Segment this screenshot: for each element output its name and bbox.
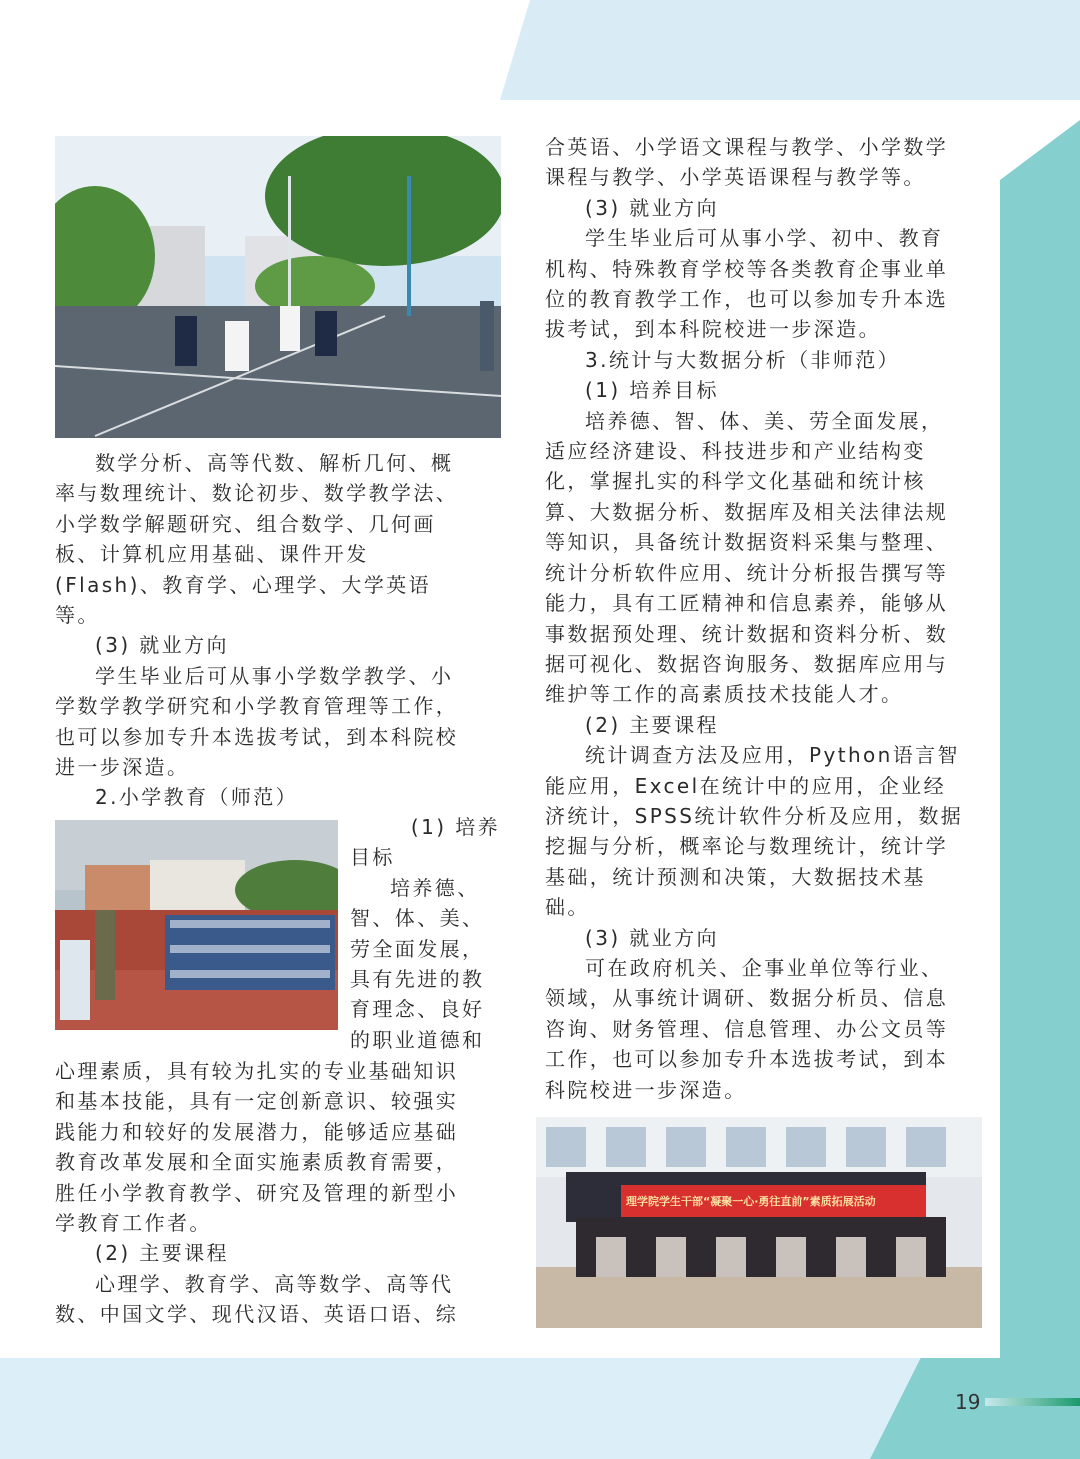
after-wrap-line: 胜任小学教育教学、研究及管理的新型小 xyxy=(55,1180,459,1205)
left-column xyxy=(55,440,500,813)
page-number: 19 xyxy=(955,1390,981,1414)
right-course-line: 础。 xyxy=(545,895,590,920)
after-wrap-line: 践能力和较好的发展潜力，能够适应基础 xyxy=(55,1119,459,1144)
wrap-line: 培养德、 xyxy=(390,875,480,900)
wrap-line: 劳全面发展， xyxy=(350,936,485,961)
right-course-line: 挖掘与分析，概率论与数理统计，统计学 xyxy=(545,834,949,859)
right-course-cont-line: 合英语、小学语文课程与教学、小学数学 xyxy=(545,135,949,159)
right-employ-line: 位的教育教学工作，也可以参加专升本选 xyxy=(545,287,949,312)
goal-heading: (1) 培养 xyxy=(410,815,500,839)
wrap-line: 的职业道德和 xyxy=(350,1027,485,1052)
after-wrap-line: 和基本技能，具有一定创新意识、较强实 xyxy=(55,1089,459,1114)
right-column xyxy=(545,132,977,1105)
left-employ-heading: (3) 就业方向 xyxy=(95,633,229,658)
right-goal-heading: (1) 培养目标 xyxy=(585,378,719,403)
after-wrap-line: 教育改革发展和全面实施素质教育需要， xyxy=(55,1150,459,1175)
left-course-line: 数、中国文学、现代汉语、英语口语、综 xyxy=(55,1302,459,1327)
right-course-line: 能应用，Excel在统计中的应用，企业经 xyxy=(545,773,946,798)
right-employ2-line: 领域，从事统计调研、数据分析员、信息 xyxy=(545,986,949,1011)
left-employ-line: 学生毕业后可从事小学数学教学、小 xyxy=(95,663,454,688)
wrap-line: 目标 xyxy=(350,845,395,870)
left-column-lower xyxy=(55,1056,500,1330)
right-goal-line: 等知识，具备统计数据资料采集与整理、 xyxy=(545,530,949,555)
right-goal-line: 事数据预处理、统计数据和资料分析、数 xyxy=(545,621,949,646)
right-course-line: 济统计，SPSS统计软件分析及应用，数据 xyxy=(545,803,964,828)
left-para1-line: (Flash)、教育学、心理学、大学英语 xyxy=(55,572,432,597)
left-course-line: 心理学、教育学、高等数学、高等代 xyxy=(95,1271,454,1296)
right-course-cont-line: 课程与教学、小学英语课程与教学等。 xyxy=(545,165,926,190)
right-goal-line: 算、大数据分析、数据库及相关法律法规 xyxy=(545,499,949,524)
right-employ2-line: 工作，也可以参加专升本选拔考试，到本 xyxy=(545,1047,949,1072)
left-employ-line: 学数学教学研究和小学教育管理等工作， xyxy=(55,694,459,719)
basketball-photo xyxy=(55,136,501,438)
right-employ2-line: 咨询、财务管理、信息管理、办公文员等 xyxy=(545,1016,949,1041)
after-wrap-line: 学教育工作者。 xyxy=(55,1211,212,1236)
left-employ-line: 进一步深造。 xyxy=(55,755,190,780)
right-employ-heading: (3) 就业方向 xyxy=(585,195,719,220)
right-goal-line: 适应经济建设、科技进步和产业结构变 xyxy=(545,439,926,464)
right-goal-line: 统计分析软件应用、统计分析报告撰写等 xyxy=(545,560,949,585)
after-wrap-line: 心理素质，具有较为扎实的专业基础知识 xyxy=(55,1059,459,1083)
right-goal-line: 能力，具有工匠精神和信息素养，能够从 xyxy=(545,591,949,616)
activity-banner-text: 理学院学生干部“凝聚一心·勇往直前”素质拓展活动 xyxy=(626,1195,876,1208)
right-course-line: 基础，统计预测和决策，大数据技术基 xyxy=(545,864,926,889)
right-goal-line: 维护等工作的高素质技术技能人才。 xyxy=(545,682,904,707)
right-course-heading: (2) 主要课程 xyxy=(585,712,719,737)
left-para1-line: 数学分析、高等代数、解析几何、概 xyxy=(95,451,454,475)
section3-title: 3.统计与大数据分析（非师范） xyxy=(585,347,901,372)
wrap-line: 具有先进的教 xyxy=(350,967,485,992)
wrap-line: 智、体、美、 xyxy=(350,906,485,931)
left-para1-line: 等。 xyxy=(55,603,100,628)
section2-title: 2.小学教育（师范） xyxy=(95,785,299,810)
right-goal-line: 据可视化、数据咨询服务、数据库应用与 xyxy=(545,651,949,676)
right-employ2-heading: (3) 就业方向 xyxy=(585,925,719,950)
wrap-text-block xyxy=(350,812,500,1055)
right-employ-line: 机构、特殊教育学校等各类教育企事业单 xyxy=(545,256,949,281)
left-para1-line: 板、计算机应用基础、课件开发 xyxy=(55,542,369,567)
page-number-accent-bar xyxy=(985,1398,1080,1406)
right-goal-line: 化，掌握扎实的科学文化基础和统计核 xyxy=(545,469,926,494)
right-course-line: 统计调查方法及应用，Python语言智 xyxy=(585,743,960,768)
left-course-heading: (2) 主要课程 xyxy=(95,1241,229,1266)
military-training-photo xyxy=(55,820,338,1030)
right-goal-line: 培养德、智、体、美、劳全面发展， xyxy=(585,408,944,433)
right-employ2-line: 可在政府机关、企事业单位等行业、 xyxy=(585,955,944,980)
right-employ-line: 学生毕业后可从事小学、初中、教育 xyxy=(585,226,944,251)
left-para1-line: 率与数理统计、数论初步、数学教学法、 xyxy=(55,481,459,506)
right-employ-line: 拔考试，到本科院校进一步深造。 xyxy=(545,317,881,342)
left-employ-line: 也可以参加专升本选拔考试，到本科院校 xyxy=(55,724,459,749)
group-photo xyxy=(536,1117,982,1328)
right-employ2-line: 科院校进一步深造。 xyxy=(545,1077,747,1102)
wrap-line: 育理念、良好 xyxy=(350,997,485,1022)
left-para1-line: 小学数学解题研究、组合数学、几何画 xyxy=(55,511,436,536)
